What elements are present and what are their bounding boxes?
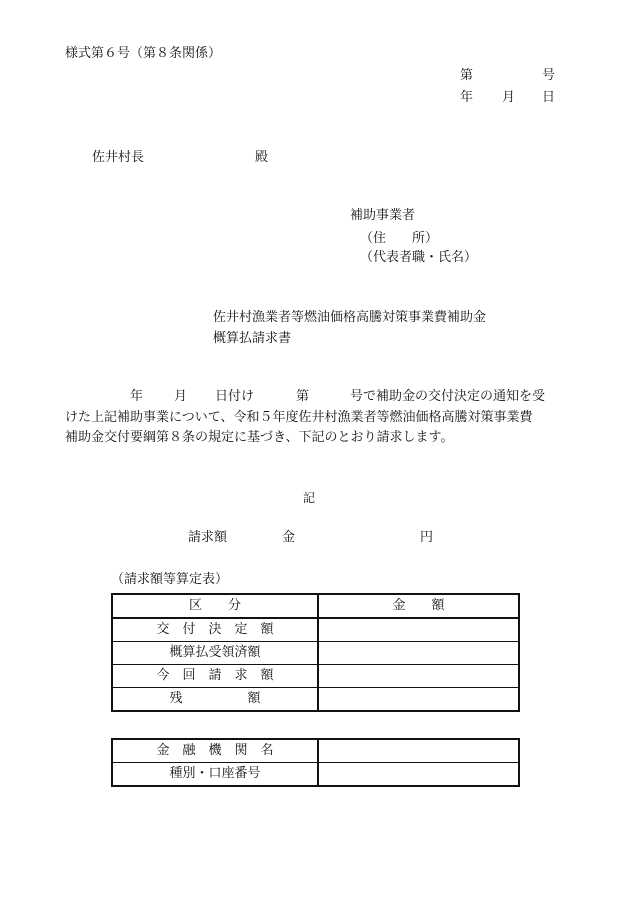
body-line1-rest: 号で補助金の交付決定の通知を受: [350, 389, 546, 404]
body-date: 日付け: [215, 389, 255, 404]
body-dai: 第: [296, 389, 310, 404]
account-number-label: 種別・口座番号: [112, 763, 318, 787]
body-line3: 補助金交付要綱第８条の規定に基づき、下記のとおり請求します。: [65, 430, 454, 445]
body-year: 年: [130, 389, 144, 404]
calc-table: [111, 593, 520, 712]
bank-name-label: 金 融 機 関 名: [112, 739, 318, 763]
account-number-value[interactable]: [318, 763, 519, 787]
doc-number-dai: 第: [460, 68, 474, 83]
table-row: [112, 642, 519, 665]
table-row: [112, 688, 519, 712]
date-day: 日: [542, 90, 556, 105]
row-value[interactable]: [318, 642, 519, 665]
addressee-honorific: 殿: [255, 150, 269, 165]
bank-table: [111, 738, 520, 787]
header-amount: 金 額: [318, 594, 519, 618]
calc-table-header: [112, 594, 519, 618]
date-month: 月: [502, 90, 516, 105]
applicant-address: （住 所）: [360, 231, 439, 246]
row-label: 交 付 決 定 額: [112, 618, 318, 642]
claim-yen: 円: [420, 530, 434, 545]
row-value[interactable]: [318, 688, 519, 712]
table-row: [112, 763, 519, 787]
bank-name-value[interactable]: [318, 739, 519, 763]
subject-line1: 佐井村漁業者等燃油価格高騰対策事業費補助金: [213, 310, 487, 325]
applicant-title: 補助事業者: [350, 208, 416, 223]
table-caption: （請求額等算定表）: [111, 572, 229, 587]
row-label: 概算払受領済額: [112, 642, 318, 665]
row-value[interactable]: [318, 618, 519, 642]
body-line2: けた上記補助事業について、令和５年度佐井村漁業者等燃油価格高騰対策事業費: [65, 410, 533, 425]
ki-mark: 記: [303, 491, 316, 505]
date-year: 年: [460, 90, 474, 105]
header-category: 区 分: [112, 594, 318, 618]
subject-line2: 概算払請求書: [213, 331, 292, 346]
table-row: [112, 618, 519, 642]
row-label: 今 回 請 求 額: [112, 665, 318, 688]
body-month: 月: [174, 389, 188, 404]
applicant-representative: （代表者職・氏名）: [360, 250, 478, 265]
form-number: 様式第６号（第８条関係）: [65, 46, 222, 61]
table-row: [112, 739, 519, 763]
addressee-name: 佐井村長: [92, 150, 145, 165]
claim-label: 請求額: [188, 530, 228, 545]
row-label: 残 額: [112, 688, 318, 712]
claim-kin: 金: [282, 530, 296, 545]
doc-number-go: 号: [542, 68, 556, 83]
table-row: [112, 665, 519, 688]
row-value[interactable]: [318, 665, 519, 688]
